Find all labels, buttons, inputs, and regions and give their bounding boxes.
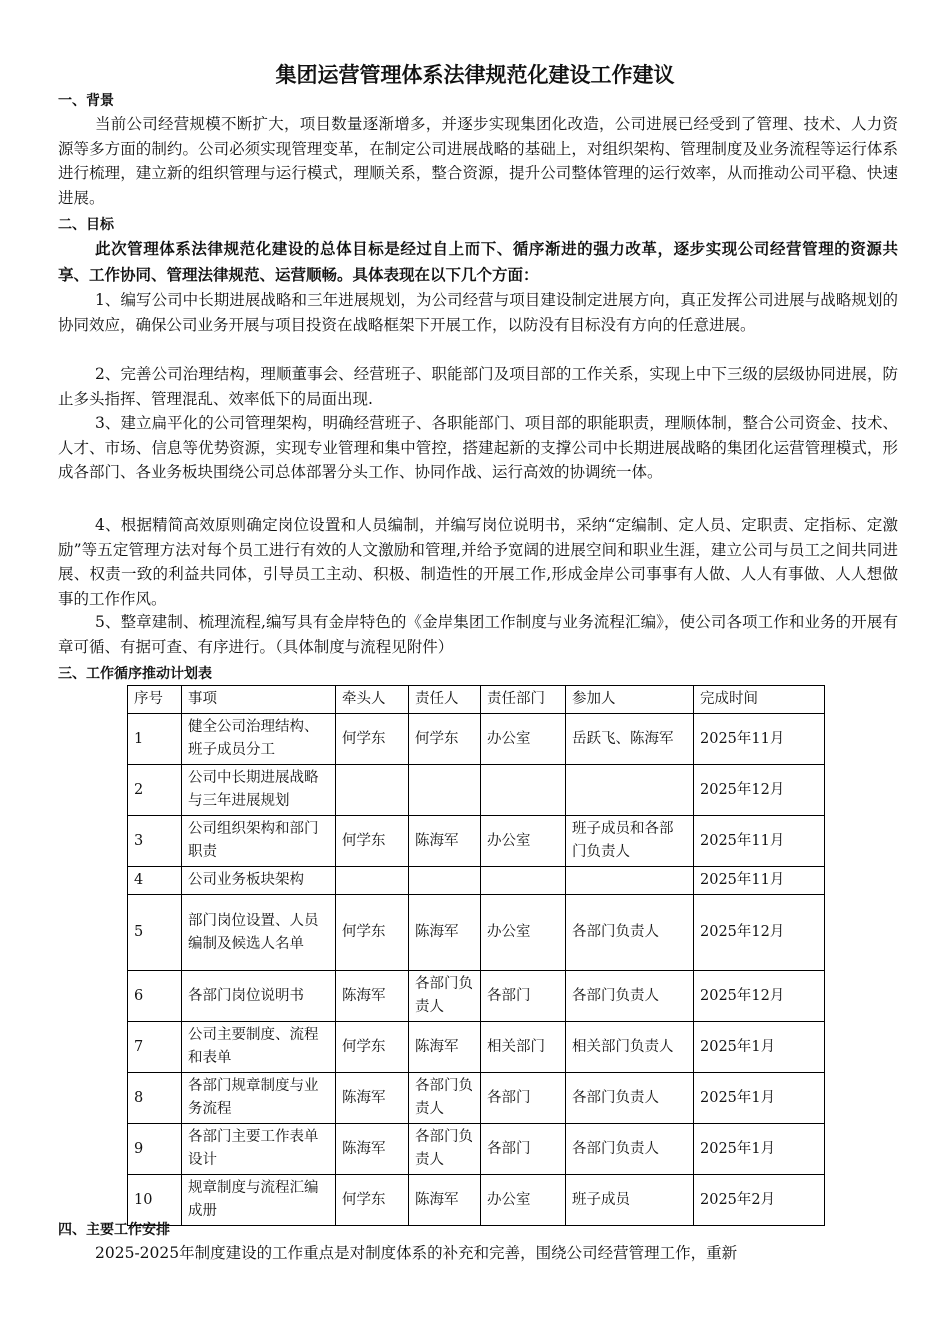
- goal-item-5: 5、整章建制、梳理流程,编写具有金岸特色的《金岸集团工作制度与业务流程汇编》，使公司各项工作和业务的开展有章可循、有据可查、有序进行。（具体制度与流程见附件）: [58, 613, 898, 656]
- goal-item-3: 3、建立扁平化的公司管理架构，明确经营班子、各职能部门、项目部的职能职责，理顺体制，整合公司资金、技术、人才、市场、信息等优势资源，实现专业管理和集中管控，搭建起新的支撑公司中长期进展战略的集团化运营管理模式，形成各部门、各业务板块围绕公司总体部署分头工作、协同作战、运行高效的协调统一体。: [58, 414, 898, 481]
- table-cell: 规章制度与流程汇编成册: [182, 1175, 336, 1226]
- section-heading-plan-table: 三、工作循序推动计划表: [58, 666, 212, 682]
- table-row: [128, 765, 825, 816]
- table-cell: 9: [128, 1124, 182, 1175]
- table-cell: 办公室: [481, 895, 566, 971]
- table-cell: 办公室: [481, 714, 566, 765]
- table-cell: 各部门规章制度与业务流程: [182, 1073, 336, 1124]
- arrangement-paragraph: 2025-2025年制度建设的工作重点是对制度体系的补充和完善，围绕公司经营管理工作，重新: [95, 1244, 738, 1262]
- table-cell: 2025年1月: [694, 1073, 825, 1124]
- table-row: [128, 1175, 825, 1226]
- table-header-cell: 完成时间: [694, 686, 825, 714]
- table-cell: 各部门: [481, 971, 566, 1022]
- table-cell: 4: [128, 867, 182, 895]
- table-cell: 6: [128, 971, 182, 1022]
- table-cell: 班子成员和各部门负责人: [566, 816, 694, 867]
- table-cell: 相关部门: [481, 1022, 566, 1073]
- table-cell: 各部门负责人: [566, 1073, 694, 1124]
- table-header-cell: 事项: [182, 686, 336, 714]
- goal-item-1: 1、编写公司中长期进展战略和三年进展规划，为公司经营与项目建设制定进展方向，真正发挥公司进展与战略规划的协同效应，确保公司业务开展与项目投资在战略框架下开展工作，以防没有目标没有方向的任意进展。: [58, 291, 898, 334]
- table-cell: 1: [128, 714, 182, 765]
- table-cell: 陈海军: [409, 1022, 481, 1073]
- table-cell: 各部门负责人: [566, 1124, 694, 1175]
- table-row: [128, 1022, 825, 1073]
- table-cell: [481, 867, 566, 895]
- section-heading-goals: 二、目标: [58, 217, 114, 233]
- table-cell: 陈海军: [409, 895, 481, 971]
- table-cell: [566, 765, 694, 816]
- table-cell: 班子成员: [566, 1175, 694, 1226]
- table-cell: 各部门负责人: [566, 895, 694, 971]
- table-cell: [409, 765, 481, 816]
- table-row: [128, 1124, 825, 1175]
- table-cell: 各部门: [481, 1124, 566, 1175]
- table-cell: 陈海军: [409, 816, 481, 867]
- table-cell: 2025年12月: [694, 765, 825, 816]
- table-cell: 各部门负责人: [566, 971, 694, 1022]
- table-cell: 8: [128, 1073, 182, 1124]
- background-paragraph: 当前公司经营规模不断扩大，项目数量逐渐增多，并逐步实现集团化改造，公司进展已经受到了管理、技术、人力资源等多方面的制约。公司必须实现管理变革，在制定公司进展战略的基础上，对组织架构、管理制度及业务流程等运行体系进行梳理，建立新的组织管理与运行模式，理顺关系，整合资源，提升公司整体管理的运行效率，从而推动公司平稳、快速进展。: [58, 115, 898, 207]
- table-cell: 10: [128, 1175, 182, 1226]
- table-cell: 陈海军: [336, 1073, 409, 1124]
- table-cell: 何学东: [336, 895, 409, 971]
- table-cell: [566, 867, 694, 895]
- table-cell: 2025年1月: [694, 1022, 825, 1073]
- table-cell: [336, 867, 409, 895]
- table-cell: 各部门岗位说明书: [182, 971, 336, 1022]
- table-cell: 2025年12月: [694, 895, 825, 971]
- table-cell: 相关部门负责人: [566, 1022, 694, 1073]
- plan-table: [127, 685, 825, 1226]
- table-cell: 2025年11月: [694, 714, 825, 765]
- table-cell: 公司业务板块架构: [182, 867, 336, 895]
- table-header-row: [128, 686, 825, 714]
- table-cell: 7: [128, 1022, 182, 1073]
- table-cell: 办公室: [481, 816, 566, 867]
- table-row: [128, 714, 825, 765]
- table-row: [128, 867, 825, 895]
- table-cell: 何学东: [336, 714, 409, 765]
- table-row: [128, 816, 825, 867]
- table-cell: 办公室: [481, 1175, 566, 1226]
- table-cell: 各部门负责人: [409, 971, 481, 1022]
- table-cell: 何学东: [409, 714, 481, 765]
- table-cell: 何学东: [336, 1175, 409, 1226]
- table-cell: 2025年11月: [694, 816, 825, 867]
- table-header-cell: 责任部门: [481, 686, 566, 714]
- table-cell: [336, 765, 409, 816]
- table-cell: 各部门: [481, 1073, 566, 1124]
- section-heading-arrangement: 四、主要工作安排: [58, 1222, 170, 1238]
- table-cell: [409, 867, 481, 895]
- goal-item-2: 2、完善公司治理结构，理顺董事会、经营班子、职能部门及项目部的工作关系，实现上中下三级的层级协同进展，防止多头指挥、管理混乱、效率低下的局面出现.: [58, 365, 898, 408]
- table-cell: 何学东: [336, 1022, 409, 1073]
- goal-item-4: 4、根据精简高效原则确定岗位设置和人员编制，并编写岗位说明书，采纳“定编制、定人员、定职责、定指标、定激励”等五定管理方法对每个员工进行有效的人文激励和管理,并给予宽阔的进展空间和职业生涯，建立公司与员工之间共同进展、权责一致的利益共同体，引导员工主动、积极、制造性的开展工作,形成金岸公司事事有人做、人人有事做、人人想做事的工作作风。: [58, 516, 898, 608]
- table-cell: 何学东: [336, 816, 409, 867]
- table-cell: 公司组织架构和部门职责: [182, 816, 336, 867]
- table-cell: 公司中长期进展战略与三年进展规划: [182, 765, 336, 816]
- table-cell: 公司主要制度、流程和表单: [182, 1022, 336, 1073]
- table-cell: 2: [128, 765, 182, 816]
- goal-intro-paragraph: 此次管理体系法律规范化建设的总体目标是经过自上而下、循序渐进的强力改革，逐步实现公司经营管理的资源共享、工作协同、管理法律规范、运营顺畅。具体表现在以下几个方面：: [58, 240, 898, 284]
- table-cell: 2025年1月: [694, 1124, 825, 1175]
- table-header-cell: 责任人: [409, 686, 481, 714]
- table-cell: 陈海军: [336, 1124, 409, 1175]
- table-cell: 健全公司治理结构、班子成员分工: [182, 714, 336, 765]
- table-cell: 岳跃飞、陈海军: [566, 714, 694, 765]
- table-cell: 各部门主要工作表单设计: [182, 1124, 336, 1175]
- document-title: 集团运营管理体系法律规范化建设工作建议: [275, 63, 675, 87]
- table-row: [128, 895, 825, 971]
- section-heading-background: 一、背景: [58, 93, 114, 109]
- table-header-cell: 参加人: [566, 686, 694, 714]
- table-cell: 2025年11月: [694, 867, 825, 895]
- table-cell: [481, 765, 566, 816]
- table-cell: 陈海军: [336, 971, 409, 1022]
- table-row: [128, 971, 825, 1022]
- table-cell: 各部门负责人: [409, 1073, 481, 1124]
- table-header-cell: 牵头人: [336, 686, 409, 714]
- table-cell: 部门岗位设置、人员编制及候选人名单: [182, 895, 336, 971]
- table-cell: 陈海军: [409, 1175, 481, 1226]
- table-cell: 2025年12月: [694, 971, 825, 1022]
- table-cell: 各部门负责人: [409, 1124, 481, 1175]
- table-cell: 5: [128, 895, 182, 971]
- table-row: [128, 1073, 825, 1124]
- table-cell: 2025年2月: [694, 1175, 825, 1226]
- table-cell: 3: [128, 816, 182, 867]
- table-header-cell: 序号: [128, 686, 182, 714]
